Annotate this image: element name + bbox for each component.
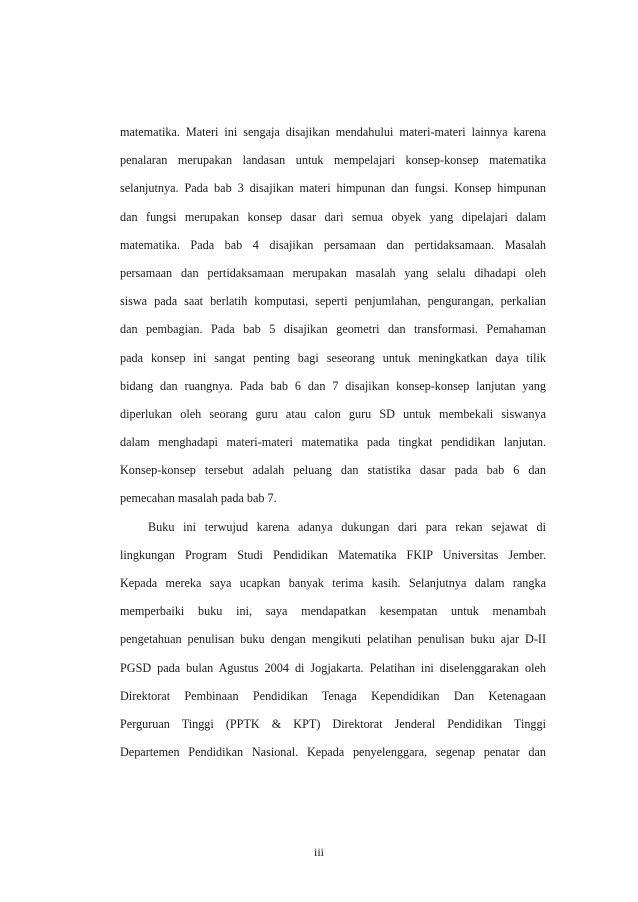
text-line: Departemen Pendidikan Nasional. Kepada penyelenggara, segenap penatar dan [120,745,546,760]
text-line: siswa pada saat berlatih komputasi, seperti penjumlahan, pengurangan, perkalian [120,294,546,309]
page-number: iii [313,845,324,859]
text-line: PGSD pada bulan Agustus 2004 di Jogjakarta. Pelatihan ini diselenggarakan oleh [120,660,546,675]
text-line: lingkungan Program Studi Pendidikan Matematika FKIP Universitas Jember. [120,547,546,562]
text-line: Perguruan Tinggi (PPTK & KPT) Direktorat Jenderal Pendidikan Tinggi [120,716,546,731]
paragraph-end-line: pemecahan masalah pada bab 7. [120,491,277,506]
paragraph-start-line: Buku ini terwujud karena adanya dukungan dari para rekan sejawat di [148,519,546,534]
body-text [120,118,546,766]
text-line: matematika. Materi ini sengaja disajikan mendahului materi-materi lainnya karena [120,125,546,139]
text-line: pengetahuan penulisan buku dengan mengikuti pelatihan penulisan buku ajar D-II [120,632,546,647]
text-line: Kepada mereka saya ucapkan banyak terima kasih. Selanjutnya dalam rangka [120,576,546,590]
text-line: selanjutnya. Pada bab 3 disajikan materi himpunan dan fungsi. Konsep himpunan [120,181,546,196]
text-line: diperlukan oleh seorang guru atau calon guru SD untuk membekali siswanya [120,406,546,421]
text-line: dalam menghadapi materi-materi matematika pada tingkat pendidikan lanjutan. [120,435,546,450]
text-line: dan pembagian. Pada bab 5 disajikan geometri dan transformasi. Pemahaman [120,322,546,337]
text-line: memperbaiki buku ini, saya mendapatkan kesempatan untuk menambah [120,604,546,619]
text-line: Konsep-konsep tersebut adalah peluang dan statistika dasar pada bab 6 dan [120,463,546,478]
text-line: penalaran merupakan landasan untuk mempelajari konsep-konsep matematika [120,153,546,168]
text-line: pada konsep ini sangat penting bagi seseorang untuk meningkatkan daya tilik [120,350,546,365]
text-line: persamaan dan pertidaksamaan merupakan masalah yang selalu dihadapi oleh [120,265,546,280]
text-line: dan fungsi merupakan konsep dasar dari semua obyek yang dipelajari dalam [120,209,546,224]
text-line: Direktorat Pembinaan Pendidikan Tenaga Kependidikan Dan Ketenagaan [120,688,546,703]
text-line: matematika. Pada bab 4 disajikan persamaan dan pertidaksamaan. Masalah [120,237,546,252]
text-line: bidang dan ruangnya. Pada bab 6 dan 7 disajikan konsep-konsep lanjutan yang [120,378,546,393]
